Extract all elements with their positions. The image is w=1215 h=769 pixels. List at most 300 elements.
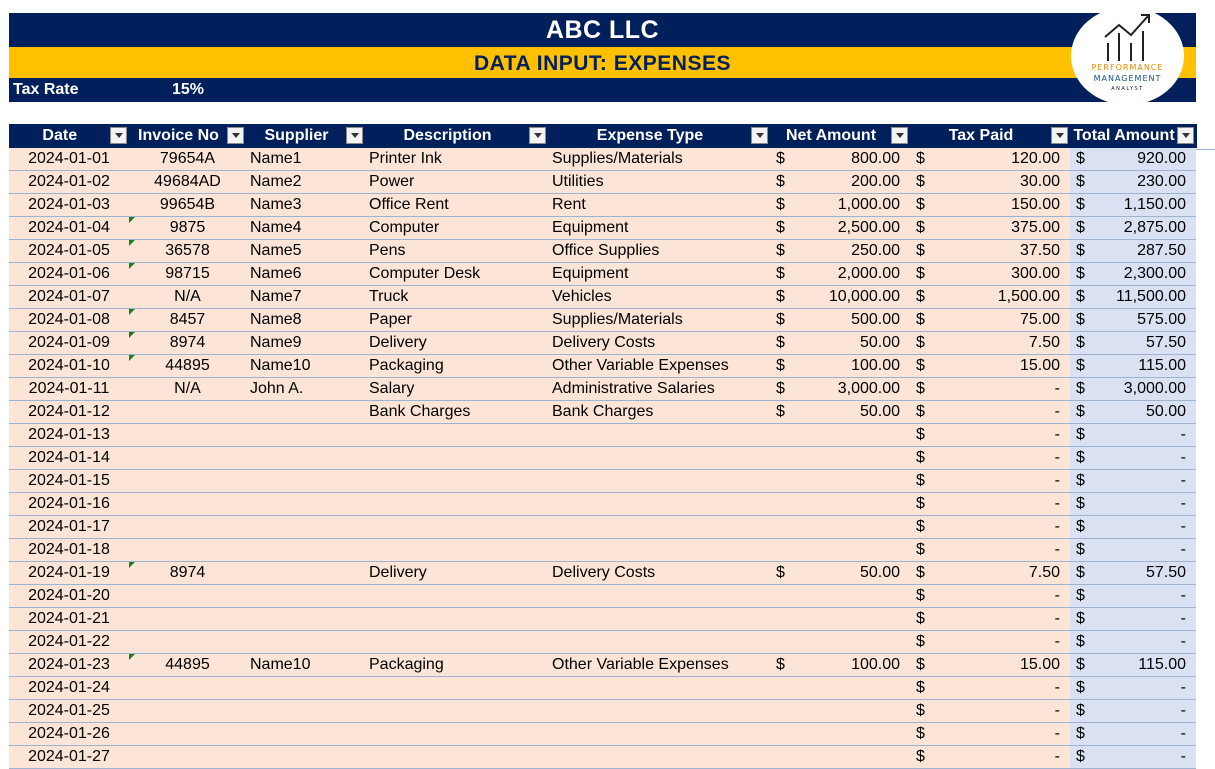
tax-rate-label: Tax Rate [13,81,79,98]
tax-paid-cell[interactable] [910,493,1070,516]
currency-symbol: $ [1076,150,1085,167]
date-cell[interactable]: 2024-01-03 [9,194,129,217]
tax-paid-cell[interactable] [910,309,1070,332]
description-cell[interactable]: Bank Charges [365,401,548,424]
net-amount-cell[interactable] [770,401,910,424]
date-cell[interactable]: 2024-01-01 [9,148,129,171]
expense-type-cell[interactable] [548,608,770,631]
tax-paid-cell[interactable] [910,424,1070,447]
currency-symbol: $ [1076,495,1085,512]
column-header-tax-paid[interactable] [910,124,1070,148]
invoice-cell[interactable] [129,723,246,746]
amount-value: 920.00 [1137,150,1186,167]
supplier-cell[interactable]: Name8 [246,309,365,332]
tax-paid-cell[interactable] [910,355,1070,378]
amount-value: - [1054,403,1060,420]
expense-type-cell[interactable]: Vehicles [548,286,770,309]
net-amount-cell[interactable] [770,148,910,171]
table-row [9,309,1196,332]
expense-type-cell[interactable] [548,470,770,493]
amount-value: 230.00 [1137,173,1186,190]
date-cell[interactable]: 2024-01-16 [9,493,129,516]
description-cell[interactable] [365,447,548,470]
tax-paid-cell[interactable] [910,539,1070,562]
net-amount-cell[interactable] [770,631,910,654]
invoice-cell[interactable] [129,217,246,240]
column-header-net-amount[interactable] [770,124,910,148]
net-amount-cell[interactable] [770,470,910,493]
date-cell[interactable]: 2024-01-18 [9,539,129,562]
table-row [9,700,1196,723]
supplier-cell[interactable] [246,493,365,516]
amount-value: - [1180,610,1186,627]
description-cell[interactable]: Computer Desk [365,263,548,286]
invoice-number: 44895 [165,357,210,374]
supplier-cell[interactable] [246,631,365,654]
total-amount-cell[interactable] [1070,447,1196,470]
total-amount-cell[interactable] [1070,355,1196,378]
description-cell[interactable]: Printer Ink [365,148,548,171]
tax-paid-cell[interactable] [910,217,1070,240]
expense-type-cell[interactable] [548,700,770,723]
currency-symbol: $ [776,656,785,673]
total-amount-cell[interactable] [1070,217,1196,240]
net-amount-cell[interactable] [770,240,910,263]
total-amount-cell[interactable] [1070,562,1196,585]
tax-paid-cell[interactable] [910,585,1070,608]
description-cell[interactable] [365,700,548,723]
expense-type-cell[interactable]: Supplies/Materials [548,309,770,332]
description-cell[interactable] [365,516,548,539]
currency-symbol: $ [916,426,925,443]
supplier-cell[interactable] [246,700,365,723]
currency-symbol: $ [1076,265,1085,282]
currency-symbol: $ [1076,472,1085,489]
net-amount-cell[interactable] [770,608,910,631]
net-amount-cell[interactable] [770,654,910,677]
net-amount-cell[interactable] [770,493,910,516]
supplier-cell[interactable]: Name10 [246,654,365,677]
amount-value: 30.00 [1019,173,1060,190]
date-cell[interactable]: 2024-01-10 [9,355,129,378]
net-amount-cell[interactable] [770,171,910,194]
table-row [9,424,1196,447]
currency-symbol: $ [916,725,925,742]
expense-type-cell[interactable] [548,516,770,539]
date-cell[interactable]: 2024-01-09 [9,332,129,355]
description-cell[interactable]: Packaging [365,654,548,677]
invoice-cell[interactable] [129,424,246,447]
invoice-cell[interactable] [129,516,246,539]
supplier-cell[interactable]: Name2 [246,171,365,194]
supplier-cell[interactable]: Name4 [246,217,365,240]
column-header-expense-type[interactable] [548,124,770,148]
currency-symbol: $ [776,380,785,397]
amount-value: 200.00 [851,173,900,190]
filter-dropdown-icon[interactable] [1051,127,1068,144]
total-amount-cell[interactable] [1070,171,1196,194]
amount-value: - [1180,587,1186,604]
invoice-number: 44895 [165,656,210,673]
supplier-cell[interactable]: Name6 [246,263,365,286]
supplier-cell[interactable] [246,516,365,539]
description-cell[interactable] [365,539,548,562]
filter-dropdown-icon[interactable] [529,127,546,144]
tax-paid-cell[interactable] [910,240,1070,263]
total-amount-cell[interactable] [1070,516,1196,539]
filter-dropdown-icon[interactable] [1177,127,1194,144]
supplier-cell[interactable]: Name10 [246,355,365,378]
description-cell[interactable]: Salary [365,378,548,401]
tax-paid-cell[interactable] [910,286,1070,309]
expense-type-cell[interactable]: Equipment [548,263,770,286]
column-header-date[interactable] [9,124,129,148]
net-amount-cell[interactable] [770,332,910,355]
date-cell[interactable]: 2024-01-06 [9,263,129,286]
invoice-cell[interactable] [129,700,246,723]
date-cell[interactable]: 2024-01-12 [9,401,129,424]
expense-type-cell[interactable]: Administrative Salaries [548,378,770,401]
expense-type-cell[interactable]: Equipment [548,217,770,240]
total-amount-cell[interactable] [1070,493,1196,516]
logo-text-line3: ANALYST [1111,86,1144,92]
number-stored-as-text-indicator [129,263,135,269]
total-amount-cell[interactable] [1070,700,1196,723]
tax-paid-cell[interactable] [910,194,1070,217]
invoice-cell[interactable] [129,447,246,470]
logo-text-line2: MANAGEMENT [1093,74,1162,83]
table-row [9,355,1196,378]
invoice-cell[interactable] [129,378,246,401]
expense-type-cell[interactable] [548,677,770,700]
date-cell[interactable]: 2024-01-14 [9,447,129,470]
table-row [9,240,1196,263]
expense-type-cell[interactable]: Delivery Costs [548,332,770,355]
column-header-supplier[interactable] [246,124,365,148]
description-cell[interactable] [365,746,548,769]
date-cell[interactable]: 2024-01-17 [9,516,129,539]
invoice-cell[interactable] [129,539,246,562]
invoice-cell[interactable] [129,608,246,631]
tax-paid-cell[interactable] [910,332,1070,355]
supplier-cell[interactable]: John A. [246,378,365,401]
amount-value: 10,000.00 [828,288,900,305]
expense-type-cell[interactable]: Utilities [548,171,770,194]
expense-type-cell[interactable] [548,424,770,447]
table-row [9,401,1196,424]
expense-type-cell[interactable] [548,539,770,562]
filter-dropdown-icon[interactable] [891,127,908,144]
description-cell[interactable] [365,723,548,746]
tax-rate-bar [9,78,1196,102]
currency-symbol: $ [776,219,785,236]
description-cell[interactable]: Computer [365,217,548,240]
tax-rate-value[interactable]: 15% [172,81,205,98]
description-cell[interactable] [365,608,548,631]
date-cell[interactable]: 2024-01-07 [9,286,129,309]
invoice-cell[interactable] [129,263,246,286]
amount-value: - [1054,702,1060,719]
table-row [9,148,1196,171]
tax-paid-cell[interactable] [910,631,1070,654]
total-amount-cell[interactable] [1070,332,1196,355]
invoice-cell[interactable] [129,470,246,493]
currency-symbol: $ [916,541,925,558]
total-amount-cell[interactable] [1070,631,1196,654]
date-cell[interactable]: 2024-01-24 [9,677,129,700]
tax-paid-cell[interactable] [910,378,1070,401]
amount-value: - [1180,541,1186,558]
net-amount-cell[interactable] [770,217,910,240]
expense-type-cell[interactable] [548,447,770,470]
amount-value: 37.50 [1019,242,1060,259]
amount-value: - [1180,633,1186,650]
supplier-cell[interactable] [246,585,365,608]
date-cell[interactable]: 2024-01-04 [9,217,129,240]
invoice-number: 8974 [169,334,206,351]
description-cell[interactable]: Delivery [365,332,548,355]
expense-type-cell[interactable] [548,746,770,769]
total-amount-cell[interactable] [1070,677,1196,700]
description-cell[interactable]: Power [365,171,548,194]
invoice-number: 98715 [165,265,210,282]
table-row [9,746,1196,769]
description-cell[interactable]: Office Rent [365,194,548,217]
number-stored-as-text-indicator [129,332,135,338]
currency-symbol: $ [776,564,785,581]
description-cell[interactable]: Truck [365,286,548,309]
filter-dropdown-icon[interactable] [751,127,768,144]
filter-dropdown-icon[interactable] [346,127,363,144]
total-amount-cell[interactable] [1070,608,1196,631]
net-amount-cell[interactable] [770,424,910,447]
net-amount-cell[interactable] [770,355,910,378]
net-amount-cell[interactable] [770,700,910,723]
filter-dropdown-icon[interactable] [110,127,127,144]
net-amount-cell[interactable] [770,677,910,700]
invoice-cell[interactable] [129,240,246,263]
description-cell[interactable]: Packaging [365,355,548,378]
description-cell[interactable] [365,585,548,608]
tax-paid-cell[interactable] [910,263,1070,286]
column-header-label: Date [42,127,78,144]
expense-type-cell[interactable] [548,631,770,654]
date-cell[interactable]: 2024-01-27 [9,746,129,769]
currency-symbol: $ [1076,633,1085,650]
net-amount-cell[interactable] [770,286,910,309]
invoice-cell[interactable] [129,194,246,217]
table-row [9,470,1196,493]
invoice-cell[interactable] [129,401,246,424]
total-amount-cell[interactable] [1070,378,1196,401]
description-cell[interactable] [365,493,548,516]
total-amount-cell[interactable] [1070,723,1196,746]
invoice-cell[interactable] [129,631,246,654]
header-row [9,124,1196,148]
invoice-cell[interactable] [129,677,246,700]
tax-paid-cell[interactable] [910,171,1070,194]
tax-paid-cell[interactable] [910,447,1070,470]
total-amount-cell[interactable] [1070,746,1196,769]
invoice-cell[interactable] [129,585,246,608]
net-amount-cell[interactable] [770,539,910,562]
date-cell[interactable]: 2024-01-19 [9,562,129,585]
total-amount-cell[interactable] [1070,263,1196,286]
amount-value: 11,500.00 [1116,288,1186,305]
total-amount-cell[interactable] [1070,401,1196,424]
description-cell[interactable] [365,631,548,654]
amount-value: - [1180,472,1186,489]
currency-symbol: $ [1076,541,1085,558]
tax-paid-cell[interactable] [910,608,1070,631]
expense-type-cell[interactable] [548,585,770,608]
net-amount-cell[interactable] [770,447,910,470]
total-amount-cell[interactable] [1070,585,1196,608]
date-cell[interactable]: 2024-01-02 [9,171,129,194]
supplier-cell[interactable]: Name1 [246,148,365,171]
total-amount-cell[interactable] [1070,470,1196,493]
total-amount-cell[interactable] [1070,240,1196,263]
supplier-cell[interactable] [246,562,365,585]
supplier-cell[interactable]: Name5 [246,240,365,263]
expense-type-cell[interactable]: Supplies/Materials [548,148,770,171]
expense-type-cell[interactable]: Other Variable Expenses [548,654,770,677]
tax-paid-cell[interactable] [910,677,1070,700]
date-cell[interactable]: 2024-01-11 [9,378,129,401]
expense-type-cell[interactable] [548,723,770,746]
expense-type-cell[interactable] [548,493,770,516]
tax-paid-cell[interactable] [910,654,1070,677]
total-amount-cell[interactable] [1070,148,1196,171]
net-amount-cell[interactable] [770,378,910,401]
net-amount-cell[interactable] [770,263,910,286]
date-cell[interactable]: 2024-01-08 [9,309,129,332]
currency-symbol: $ [916,748,925,765]
amount-value: 375.00 [1011,219,1060,236]
tax-paid-cell[interactable] [910,562,1070,585]
tax-paid-cell[interactable] [910,470,1070,493]
currency-symbol: $ [1076,196,1085,213]
company-title: ABC LLC [9,13,1196,47]
amount-value: - [1180,748,1186,765]
description-cell[interactable]: Pens [365,240,548,263]
net-amount-cell[interactable] [770,562,910,585]
invoice-cell[interactable] [129,286,246,309]
currency-symbol: $ [916,679,925,696]
table-row [9,631,1196,654]
description-cell[interactable] [365,424,548,447]
net-amount-cell[interactable] [770,194,910,217]
invoice-cell[interactable] [129,148,246,171]
invoice-cell[interactable] [129,654,246,677]
supplier-cell[interactable] [246,447,365,470]
invoice-cell[interactable] [129,171,246,194]
column-header-total-amount[interactable] [1070,124,1196,148]
supplier-cell[interactable] [246,677,365,700]
net-amount-cell[interactable] [770,723,910,746]
table-row [9,723,1196,746]
description-cell[interactable]: Delivery [365,562,548,585]
description-cell[interactable]: Paper [365,309,548,332]
amount-value: 250.00 [851,242,900,259]
tax-paid-cell[interactable] [910,723,1070,746]
description-cell[interactable] [365,470,548,493]
supplier-cell[interactable] [246,424,365,447]
invoice-number: 8974 [169,564,206,581]
total-amount-cell[interactable] [1070,539,1196,562]
expense-type-cell[interactable]: Delivery Costs [548,562,770,585]
date-cell[interactable]: 2024-01-13 [9,424,129,447]
net-amount-cell[interactable] [770,585,910,608]
tax-paid-cell[interactable] [910,148,1070,171]
date-cell[interactable]: 2024-01-22 [9,631,129,654]
expense-type-cell[interactable]: Office Supplies [548,240,770,263]
date-cell[interactable]: 2024-01-26 [9,723,129,746]
expense-type-cell[interactable]: Bank Charges [548,401,770,424]
expense-type-cell[interactable]: Other Variable Expenses [548,355,770,378]
amount-value: - [1180,518,1186,535]
net-amount-cell[interactable] [770,309,910,332]
total-amount-cell[interactable] [1070,194,1196,217]
supplier-cell[interactable] [246,746,365,769]
net-amount-cell[interactable] [770,746,910,769]
total-amount-cell[interactable] [1070,654,1196,677]
column-header-invoice-no[interactable] [129,124,246,148]
net-amount-cell[interactable] [770,516,910,539]
currency-symbol: $ [1076,380,1085,397]
invoice-cell[interactable] [129,562,246,585]
invoice-cell[interactable] [129,309,246,332]
invoice-number: 9875 [169,219,206,236]
invoice-cell[interactable] [129,355,246,378]
date-cell[interactable]: 2024-01-25 [9,700,129,723]
amount-value: 50.00 [859,403,900,420]
description-cell[interactable] [365,677,548,700]
supplier-cell[interactable] [246,401,365,424]
invoice-number: 8457 [169,311,206,328]
amount-value: 150.00 [1011,196,1060,213]
currency-symbol: $ [1076,702,1085,719]
tax-paid-cell[interactable] [910,700,1070,723]
amount-value: - [1054,518,1060,535]
date-cell[interactable]: 2024-01-23 [9,654,129,677]
amount-value: 7.50 [1028,334,1060,351]
invoice-cell[interactable] [129,746,246,769]
date-cell[interactable]: 2024-01-05 [9,240,129,263]
supplier-cell[interactable]: Name7 [246,286,365,309]
total-amount-cell[interactable] [1070,286,1196,309]
filter-dropdown-icon[interactable] [227,127,244,144]
total-amount-cell[interactable] [1070,424,1196,447]
invoice-cell[interactable] [129,332,246,355]
date-cell[interactable]: 2024-01-15 [9,470,129,493]
column-header-description[interactable] [365,124,548,148]
total-amount-cell[interactable] [1070,309,1196,332]
supplier-cell[interactable] [246,723,365,746]
supplier-cell[interactable]: Name3 [246,194,365,217]
supplier-cell[interactable] [246,539,365,562]
tax-paid-cell[interactable] [910,401,1070,424]
date-cell[interactable]: 2024-01-21 [9,608,129,631]
expense-type-cell[interactable]: Rent [548,194,770,217]
supplier-cell[interactable] [246,470,365,493]
invoice-cell[interactable] [129,493,246,516]
supplier-cell[interactable]: Name9 [246,332,365,355]
tax-paid-cell[interactable] [910,516,1070,539]
date-cell[interactable]: 2024-01-20 [9,585,129,608]
supplier-cell[interactable] [246,608,365,631]
tax-paid-cell[interactable] [910,746,1070,769]
